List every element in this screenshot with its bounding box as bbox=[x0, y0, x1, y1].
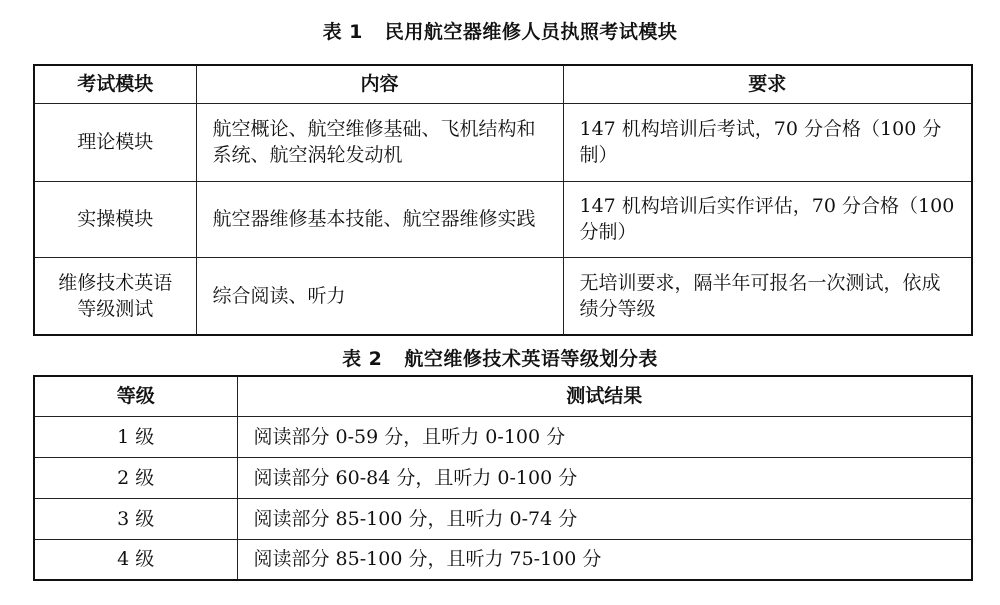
table-row bbox=[34, 539, 972, 580]
table2-caption-number: 表 2 bbox=[342, 348, 383, 370]
table-row bbox=[34, 181, 972, 257]
content-cell: 航空器维修基本技能、航空器维修实践 bbox=[196, 181, 563, 257]
column-header-content: 内容 bbox=[196, 65, 563, 103]
table-row bbox=[34, 498, 972, 539]
module-cell: 理论模块 bbox=[34, 103, 196, 181]
column-header-module: 考试模块 bbox=[34, 65, 196, 103]
module-cell: 实操模块 bbox=[34, 181, 196, 257]
requirement-cell: 无培训要求，隔半年可报名一次测试，依成绩分等级 bbox=[563, 257, 972, 335]
table-header-row bbox=[34, 65, 972, 103]
requirement-cell: 147 机构培训后考试，70 分合格（100 分制） bbox=[563, 103, 972, 181]
result-cell: 阅读部分 60-84 分，且听力 0-100 分 bbox=[237, 457, 972, 498]
column-header-requirement: 要求 bbox=[563, 65, 972, 103]
table-row bbox=[34, 457, 972, 498]
level-cell: 2 级 bbox=[34, 457, 237, 498]
content-cell: 综合阅读、听力 bbox=[196, 257, 563, 335]
table2-caption bbox=[0, 347, 1000, 371]
table-row bbox=[34, 257, 972, 335]
column-header-level: 等级 bbox=[34, 376, 237, 416]
result-cell: 阅读部分 85-100 分，且听力 75-100 分 bbox=[237, 539, 972, 580]
requirement-cell: 147 机构培训后实作评估，70 分合格（100 分制） bbox=[563, 181, 972, 257]
table1-caption-title: 民用航空器维修人员执照考试模块 bbox=[384, 21, 678, 43]
level-cell: 3 级 bbox=[34, 498, 237, 539]
english-level-table bbox=[33, 375, 973, 581]
table1-caption bbox=[0, 20, 1000, 44]
table-row bbox=[34, 103, 972, 181]
table1-caption-number: 表 1 bbox=[322, 21, 363, 43]
result-cell: 阅读部分 0-59 分，且听力 0-100 分 bbox=[237, 416, 972, 457]
level-cell: 1 级 bbox=[34, 416, 237, 457]
result-cell: 阅读部分 85-100 分，且听力 0-74 分 bbox=[237, 498, 972, 539]
license-exam-modules-table bbox=[33, 64, 973, 336]
table2-caption-title: 航空维修技术英语等级划分表 bbox=[404, 348, 658, 370]
level-cell: 4 级 bbox=[34, 539, 237, 580]
table-row bbox=[34, 416, 972, 457]
column-header-result: 测试结果 bbox=[237, 376, 972, 416]
module-cell: 维修技术英语等级测试 bbox=[34, 257, 196, 335]
table-header-row bbox=[34, 376, 972, 416]
content-cell: 航空概论、航空维修基础、飞机结构和系统、航空涡轮发动机 bbox=[196, 103, 563, 181]
